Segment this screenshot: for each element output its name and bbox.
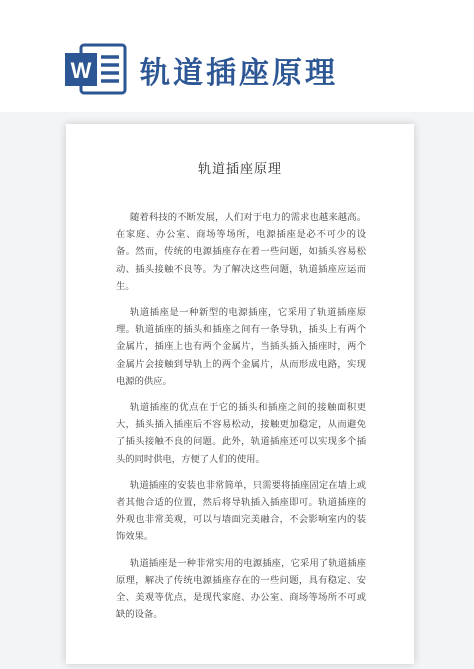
document-body [116,209,366,632]
word-icon-letter: W [70,58,92,83]
document-header [0,0,474,112]
document-file-title: 轨道插座原理 [140,56,338,91]
paragraph: 轨道插座是一种新型的电源插座，它采用了轨道插座原理。轨道插座的插头和插座之间有一条导轨，插头上有两个金属片，插座上也有两个金属片，当插头插入插座时，两个金属片会接触到导轨上的两个金属片，从而形成电路，实现电源的供应。 [116,307,366,387]
paragraph: 随着科技的不断发展，人们对于电力的需求也越来越高。在家庭、办公室、商场等场所，电源插座是必不可少的设备。然而，传统的电源插座存在着一些问题，如插头容易松动、插头接触不良等。为了解决这些问题，轨道插座应运而生。 [116,212,366,292]
paragraph: 轨道插座是一种非常实用的电源插座，它采用了轨道插座原理，解决了传统电源插座存在的一些问题，具有稳定、安全、美观等优点，是现代家庭、办公室、商场等场所不可或缺的设备。 [116,557,366,621]
page-title: 轨道插座原理 [197,162,282,177]
paragraph: 轨道插座的安装也非常简单，只需要将插座固定在墙上或者其他合适的位置，然后将导轨插入插座即可。轨道插座的外观也非常美观，可以与墙面完美融合，不会影响室内的装饰效果。 [116,479,366,543]
word-document-icon [65,43,127,95]
paragraph: 轨道插座的优点在于它的插头和插座之间的接触面积更大，插头插入插座后不容易松动，接触更加稳定，从而避免了插头接触不良的问题。此外，轨道插座还可以实现多个插头的同时供电，方便了人们的使用。 [116,402,366,465]
document-page [66,124,414,664]
